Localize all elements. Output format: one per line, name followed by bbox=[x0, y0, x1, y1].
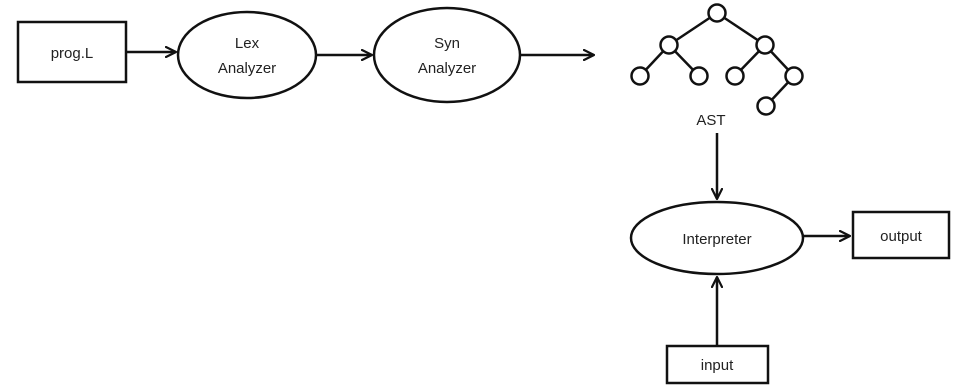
syn-analyzer-node bbox=[374, 8, 520, 102]
interpreter-label: Interpreter bbox=[682, 231, 752, 248]
output-label: output bbox=[880, 228, 922, 245]
lex-analyzer-node bbox=[178, 12, 316, 98]
input-label: input bbox=[700, 357, 734, 374]
syn-analyzer-label-line2: Analyzer bbox=[417, 60, 477, 77]
lex-analyzer-label-line2: Analyzer bbox=[217, 60, 277, 77]
lex-analyzer-label-line1: Lex bbox=[234, 35, 260, 52]
output-node bbox=[853, 212, 949, 258]
prog-file-label: prog.L bbox=[50, 45, 94, 62]
prog-file-node bbox=[18, 22, 126, 82]
syn-analyzer-label-line1: Syn bbox=[434, 35, 460, 52]
interpreter-node bbox=[631, 202, 803, 274]
input-node bbox=[667, 346, 768, 383]
ast-tree-icon bbox=[632, 5, 803, 115]
ast-label: AST bbox=[696, 112, 726, 129]
